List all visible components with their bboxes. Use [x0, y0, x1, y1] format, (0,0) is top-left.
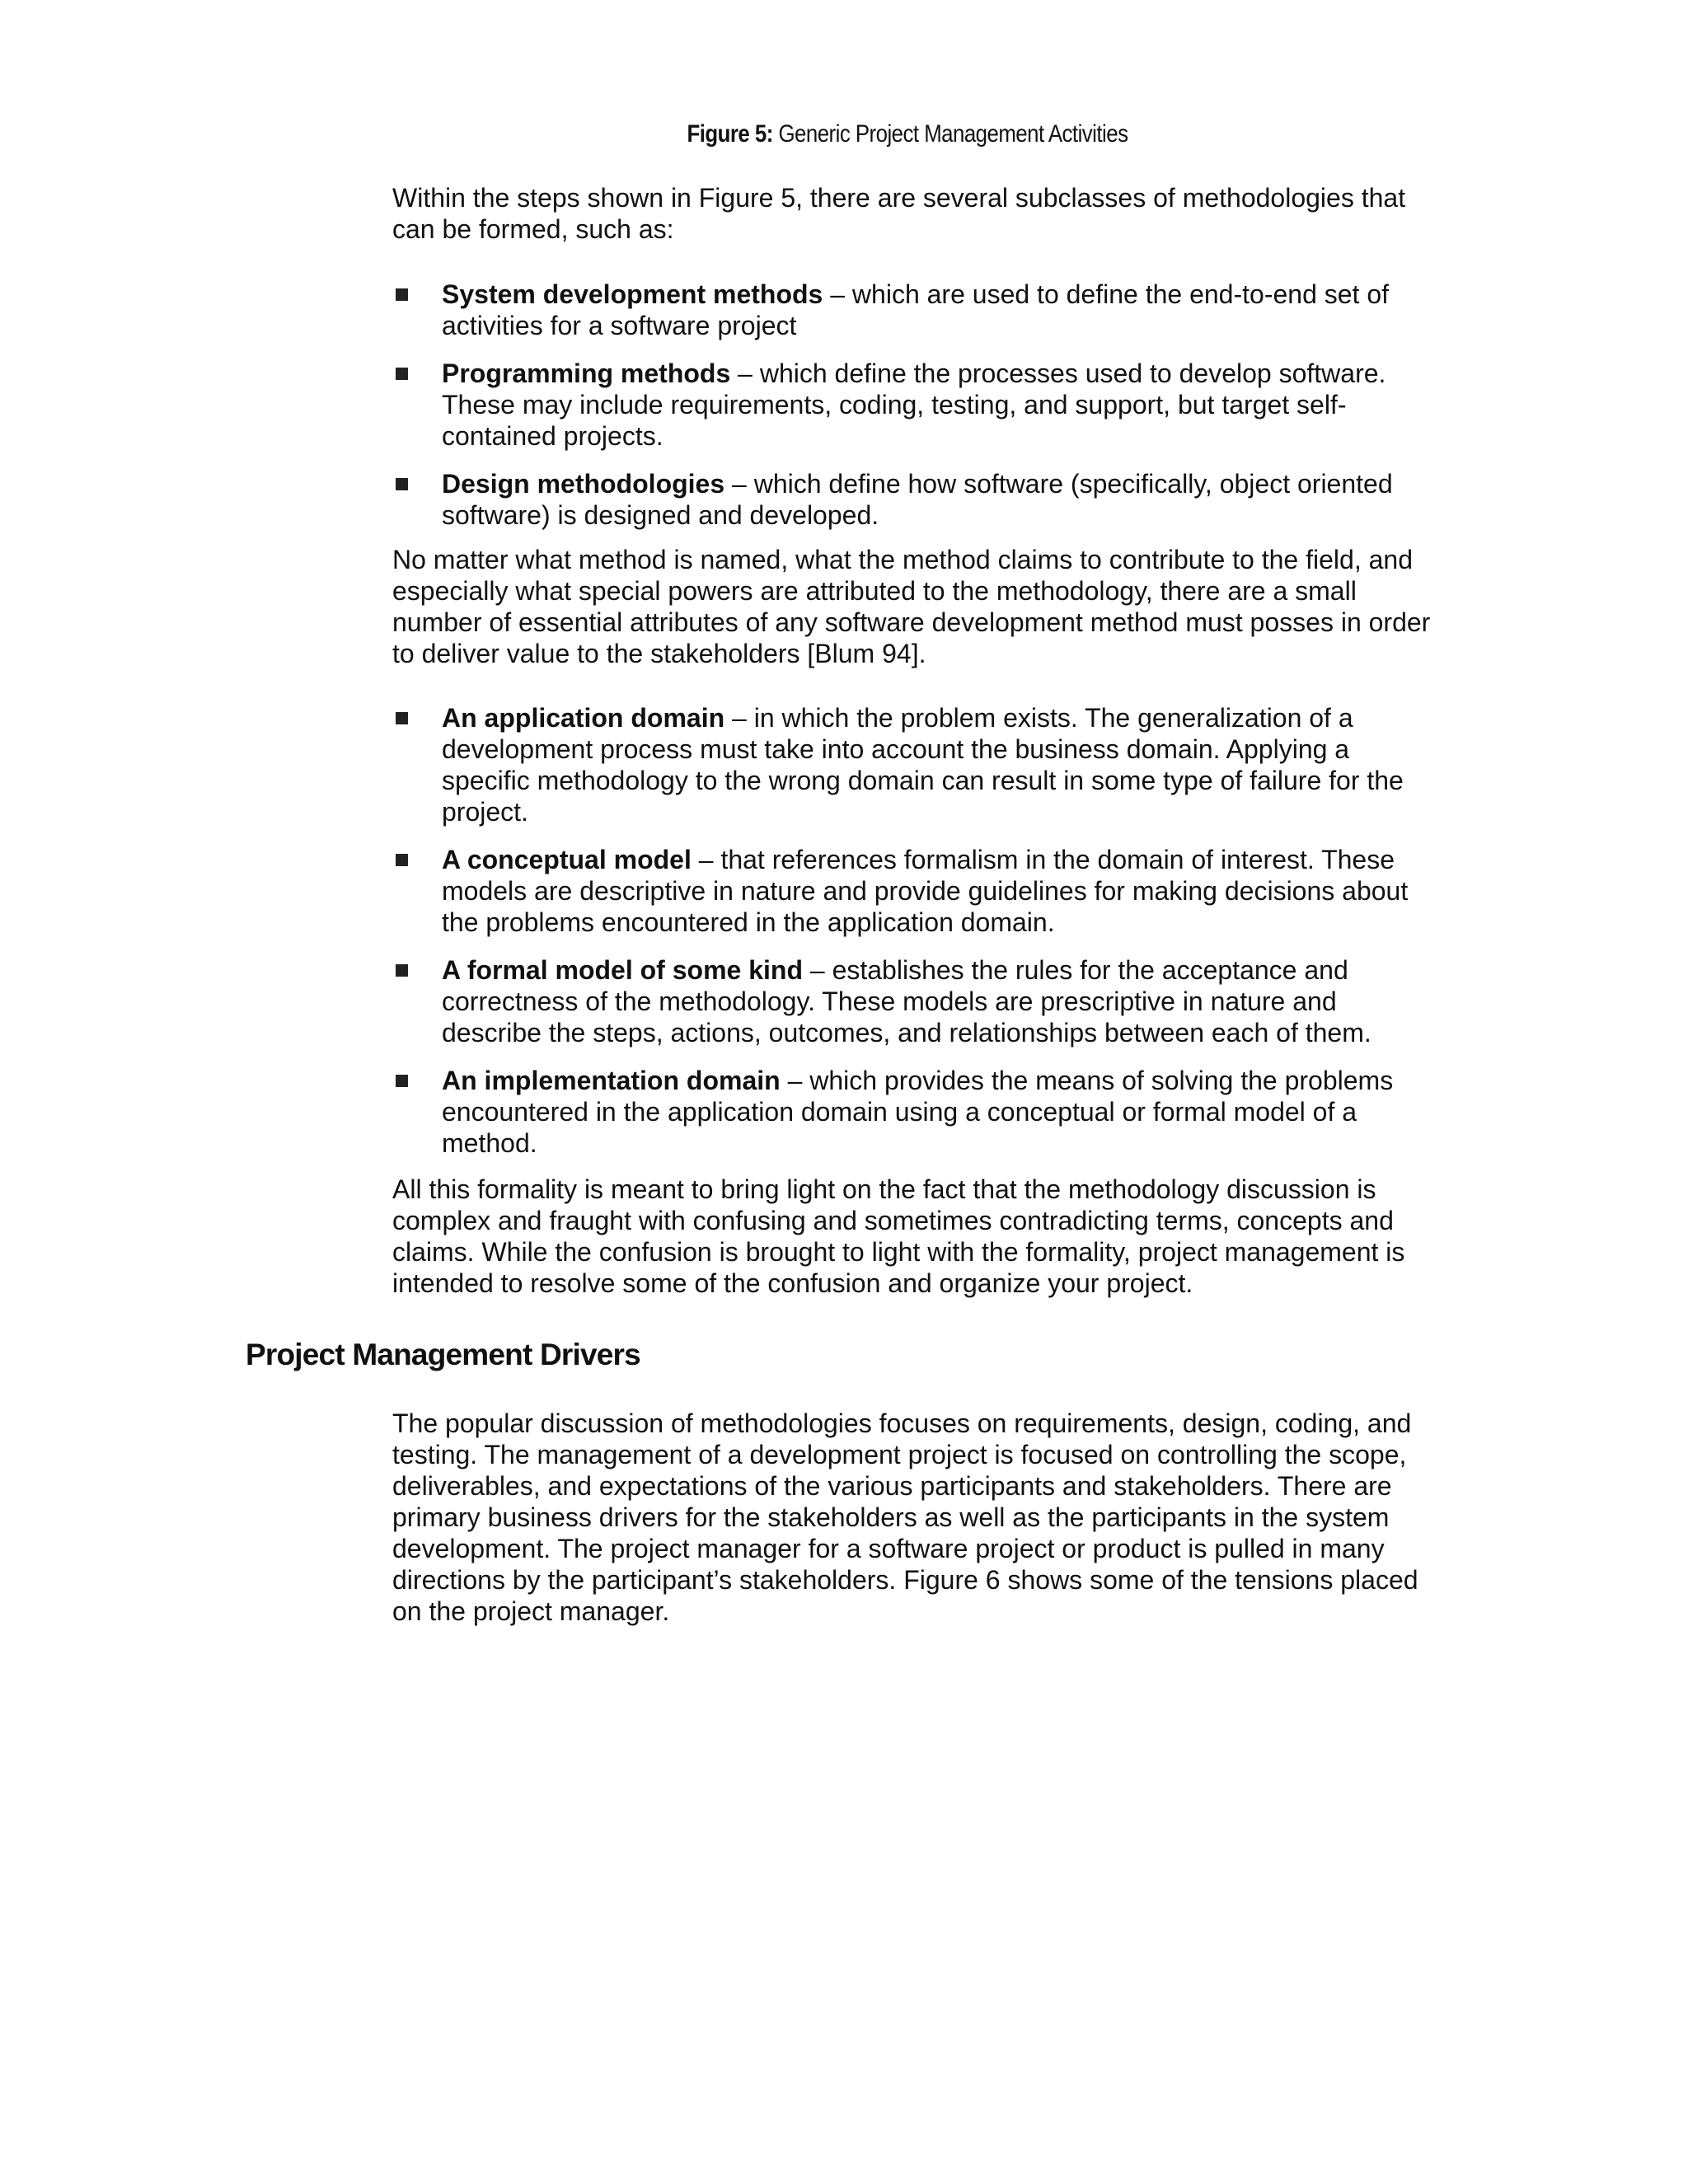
formality-paragraph: All this formality is meant to bring light on the fact that the methodology discussion is complex and fraught with confusing and sometimes contradicting terms, concepts and claims. While the confusion is brought to light with the formality, project management is intended to resolve some of the confusion and organize your project. [392, 1174, 1405, 1298]
square-bullet-icon [396, 478, 408, 490]
list-item-term: An implementation domain [442, 1066, 781, 1095]
list-item-text: – which define how software (specifically, object oriented software) is designed and developed. [442, 469, 1393, 530]
list-item [392, 1065, 1431, 1159]
section-heading: Project Management Drivers [246, 1338, 640, 1371]
intro-paragraph: Within the steps shown in Figure 5, there are several subclasses of methodologies that can be formed, such as: [392, 183, 1406, 244]
list-item [392, 279, 1431, 341]
square-bullet-icon [396, 368, 408, 380]
attributes-list [392, 702, 1431, 1159]
list-item-term: System development methods [442, 279, 823, 309]
list-item-term: Programming methods [442, 359, 731, 388]
list-item [392, 468, 1431, 531]
square-bullet-icon [396, 288, 408, 301]
figure-caption-label: Figure 5: [687, 120, 773, 148]
list-item-term: Design methodologies [442, 469, 725, 499]
list-item-term: A formal model of some kind [442, 955, 803, 985]
list-item-term: A conceptual model [442, 845, 692, 874]
methodology-types-list [392, 279, 1431, 531]
square-bullet-icon [396, 1075, 408, 1087]
list-item [392, 844, 1431, 938]
section-paragraph: The popular discussion of methodologies focuses on requirements, design, coding, and testing. The management of a development project is focused on controlling the scope, deliverables, and expectations of the various participants and stakeholders. There are primary business drivers for the stakeholders as well as the participants in the system development. The project manager for a software project or product is pulled in many directions by the participant’s stakeholders. Figure 6 shows some of the tensions placed on the project manager. [392, 1408, 1418, 1626]
list-item [392, 702, 1431, 827]
list-item-text: – in which the problem exists. The generalization of a development process must take into account the business domain. Applying a specific methodology to the wrong domain can result in some type of failure for the project. [442, 703, 1404, 827]
list-item-text: – which provides the means of solving the problems encountered in the application domain using a conceptual or formal model of a method. [442, 1066, 1394, 1158]
list-item-text: – that references formalism in the domain of interest. These models are descriptive in nature and provide guidelines for making decisions about the problems encountered in the application domain. [442, 845, 1409, 937]
list-item-text: – which are used to define the end-to-end set of activities for a software project [442, 279, 1390, 340]
list-item [392, 954, 1431, 1048]
square-bullet-icon [396, 964, 408, 977]
figure-caption [465, 120, 1351, 149]
list-item-text: – which define the processes used to develop software. These may include requirements, coding, testing, and support, but target self-contained projects. [442, 359, 1386, 451]
square-bullet-icon [396, 854, 408, 866]
list-item-text: – establishes the rules for the acceptance and correctness of the methodology. These models are prescriptive in nature and describe the steps, actions, outcomes, and relationships between each of them. [442, 955, 1372, 1047]
square-bullet-icon [396, 712, 408, 724]
list-item-term: An application domain [442, 703, 725, 733]
attributes-intro-paragraph: No matter what method is named, what the method claims to contribute to the field, and especially what special powers are attributed to the methodology, there are a small number of essential attributes of any software development method must posses in order to deliver value to the stakeholders [Blum 94]. [392, 545, 1431, 668]
figure-caption-text: Generic Project Management Activities [778, 120, 1128, 148]
list-item [392, 358, 1431, 452]
